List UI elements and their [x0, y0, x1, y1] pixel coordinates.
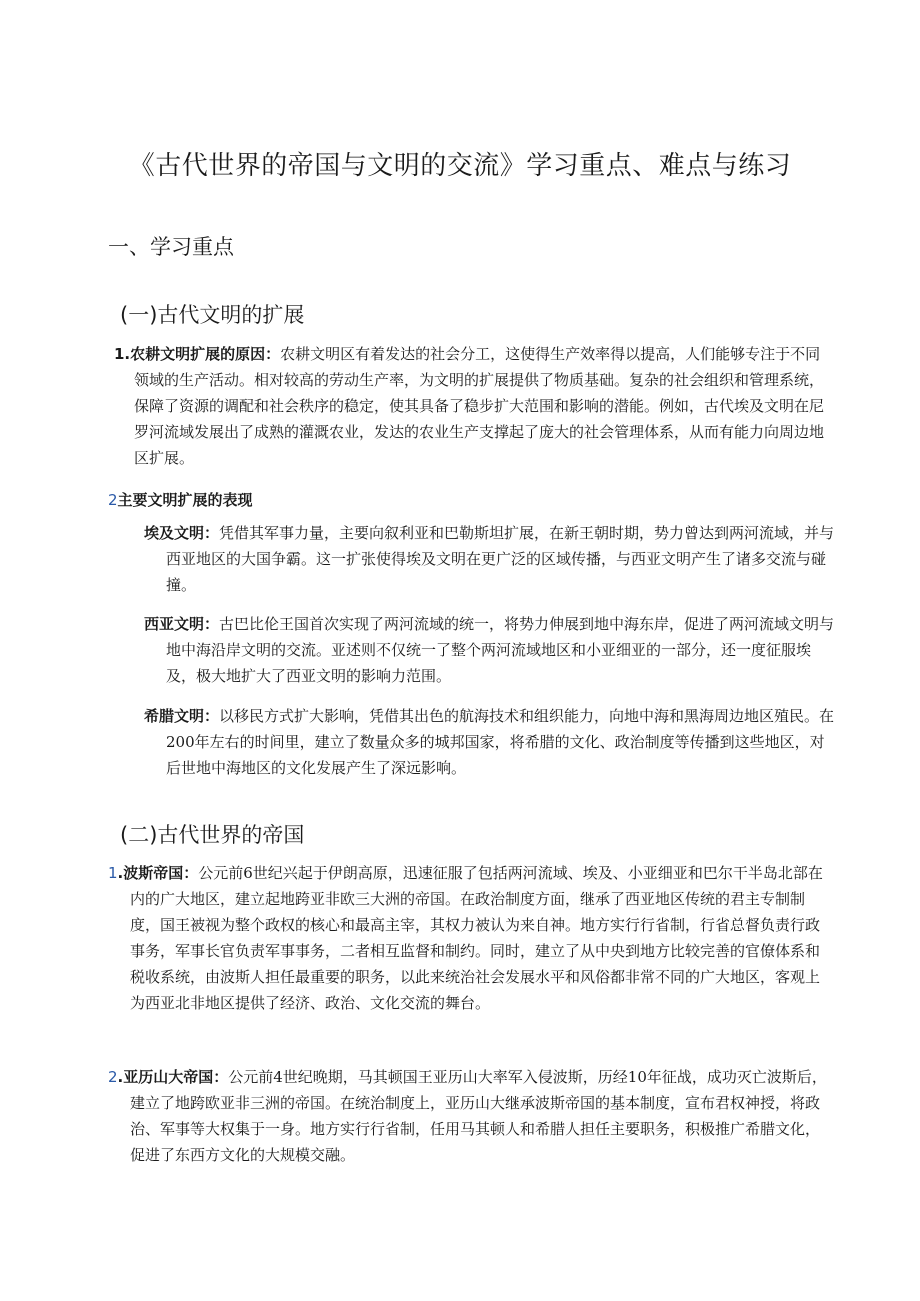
- item-number: 2: [108, 1068, 118, 1086]
- document-title: 《古代世界的帝国与文明的交流》学习重点、难点与练习: [128, 151, 792, 181]
- item-text: 公元前4世纪晚期，马其顿国王亚历山大率军入侵波斯，历经10年征战，成功灭亡波斯后，建立了地跨欧亚非三洲的帝国。在统治制度上，亚历山大继承波斯帝国的基本制度，宣布君权神授，将政治、军事等大权集于一身。地方实行行省制，任用马其顿人和希腊人担任主要职务，积极推广希腊文化，促进了东西方文化的大规模交融。: [130, 1068, 827, 1164]
- paragraph-greece-civilization: [144, 703, 836, 781]
- paragraph-westasia-civilization: [144, 611, 836, 689]
- item-text: 凭借其军事力量，主要向叙利亚和巴勒斯坦扩展，在新王朝时期，势力曾达到两河流域，并与西亚地区的大国争霸。这一扩张使得埃及文明在更广泛的区域传播，与西亚文明产生了诸多交流与碰撞。: [166, 524, 835, 594]
- item-number: 1.: [114, 345, 131, 363]
- item-text: 以移民方式扩大影响，凭借其出色的航海技术和组织能力，向地中海和黑海周边地区殖民。在200年左右的时间里，建立了数量众多的城邦国家，将希腊的文化、政治制度等传播到这些地区，对后世地中海地区的文化发展产生了深远影响。: [166, 707, 835, 777]
- paragraph-agricultural-expansion: [114, 341, 834, 471]
- item-text: 公元前6世纪兴起于伊朗高原，迅速征服了包括两河流域、埃及、小亚细亚和巴尔干半岛北部在内的广大地区，建立起地跨亚非欧三大洲的帝国。在政治制度方面，继承了西亚地区传统的君主专制制度，国王被视为整个政权的核心和最高主宰，其权力被认为来自神。地方实行行省制，行省总督负责行政事务，军事长官负责军事事务，二者相互监督和制约。同时，建立了从中央到地方比较完善的官僚体系和税收系统，由波斯人担任最重要的职务，以此来统治社会发展水平和风俗都非常不同的广大地区，客观上为西亚北非地区提供了经济、政治、文化交流的舞台。: [130, 864, 823, 1012]
- item-text: 古巴比伦王国首次实现了两河流域的统一，将势力伸展到地中海东岸，促进了两河流域文明与地中海沿岸文明的交流。亚述则不仅统一了整个两河流域地区和小亚细亚的一部分，还一度征服埃及，极大地扩大了西亚文明的影响力范围。: [166, 615, 835, 685]
- item-lead: 亚历山大帝国：: [123, 1068, 229, 1086]
- item-lead: 希腊文明：: [144, 707, 220, 725]
- item-number: 1: [108, 864, 118, 882]
- section-heading-key-points: 一、学习重点: [108, 235, 234, 259]
- paragraph-persian-empire: [108, 860, 828, 1016]
- item-lead: 埃及文明：: [144, 524, 220, 542]
- item-number: 2: [108, 491, 118, 509]
- item-lead: 主要文明扩展的表现: [117, 491, 253, 509]
- subitem-heading-expansion-manifestations: [108, 489, 253, 510]
- item-lead: 西亚文明：: [144, 615, 220, 633]
- item-lead: 波斯帝国：: [123, 864, 199, 882]
- paragraph-alexander-empire: [108, 1064, 828, 1168]
- paragraph-egypt-civilization: [144, 520, 836, 598]
- subsection-heading-civilization-expansion: (一)古代文明的扩展: [120, 303, 305, 327]
- item-text: 农耕文明区有着发达的社会分工，这使得生产效率得以提高，人们能够专注于不同领域的生产活动。相对较高的劳动生产率，为文明的扩展提供了物质基础。复杂的社会组织和管理系统，保障了资源的调配和社会秩序的稳定，使其具备了稳步扩大范围和影响的潜能。例如，古代埃及文明在尼罗河流域发展出了成熟的灌溉农业，发达的农业生产支撑起了庞大的社会管理体系，从而有能力向周边地区扩展。: [134, 345, 825, 467]
- item-dot: .: [117, 864, 124, 882]
- item-dot: .: [117, 1068, 124, 1086]
- subsection-heading-ancient-empires: (二)古代世界的帝国: [120, 823, 305, 847]
- item-lead: 农耕文明扩展的原因：: [130, 345, 281, 363]
